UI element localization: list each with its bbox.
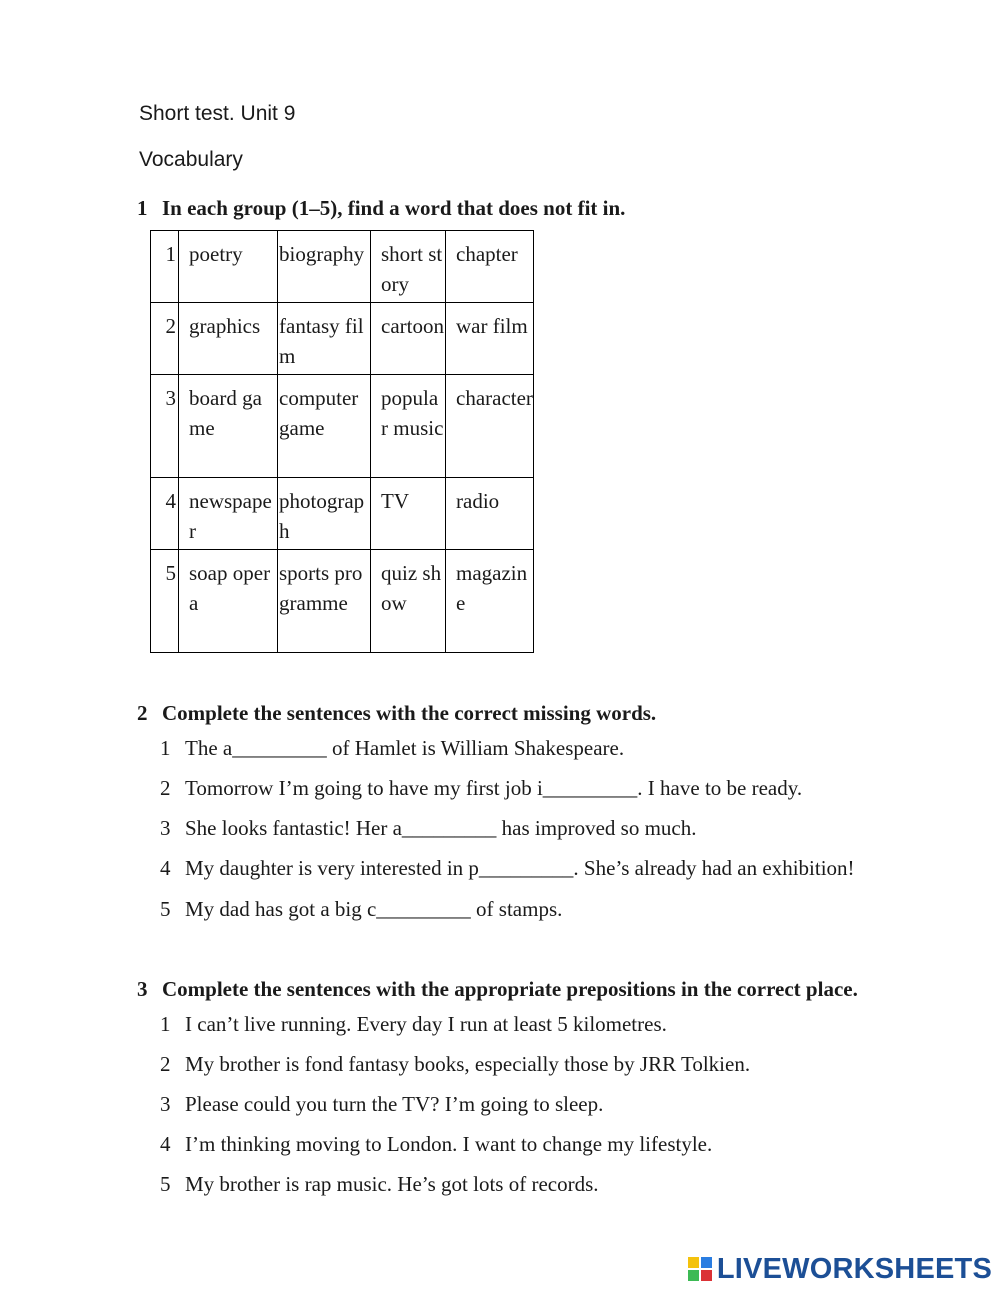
vocabulary-table [150, 230, 534, 653]
word-cell: character [446, 375, 534, 478]
group-number: 2 [151, 303, 179, 375]
item-number: 5 [160, 897, 171, 921]
word-cell: TV [371, 478, 446, 550]
list-item [160, 1172, 599, 1197]
exercise-instruction: Complete the sentences with the appropriate prepositions in the correct place. [162, 977, 858, 1001]
exercise-instruction: Complete the sentences with the correct missing words. [162, 701, 657, 725]
list-item [160, 856, 855, 881]
item-number: 3 [160, 816, 171, 840]
item-number: 4 [160, 856, 171, 880]
word-cell: biography [278, 231, 371, 303]
item-text: The a_________ of Hamlet is William Shakespeare. [185, 736, 625, 760]
group-number: 1 [151, 231, 179, 303]
word-cell: war film [446, 303, 534, 375]
table-row [151, 303, 534, 375]
group-number: 4 [151, 478, 179, 550]
word-cell: graphics [179, 303, 278, 375]
item-text: My daughter is very interested in p_________. She’s already had an exhibition! [185, 856, 855, 880]
exercise-instruction: In each group (1–5), find a word that does not fit in. [162, 196, 626, 220]
word-cell: soap opera [179, 550, 278, 653]
logo-square-icon [688, 1257, 699, 1268]
list-item [160, 1132, 712, 1157]
item-number: 2 [160, 1052, 171, 1076]
logo-text: LIVEWORKSHEETS [716, 1252, 992, 1285]
item-text: I can’t live running. Every day I run at least 5 kilometres. [185, 1012, 667, 1036]
word-cell: newspaper [179, 478, 278, 550]
exercise-number: 2 [137, 701, 148, 725]
list-item [160, 816, 697, 841]
item-number: 2 [160, 776, 171, 800]
word-cell: board game [179, 375, 278, 478]
word-cell: cartoon [371, 303, 446, 375]
list-item [160, 736, 624, 761]
list-item [160, 776, 802, 801]
word-cell: magazine [446, 550, 534, 653]
item-text: I’m thinking moving to London. I want to change my lifestyle. [185, 1132, 713, 1156]
exercise-1-heading [137, 196, 625, 221]
list-item [160, 897, 562, 922]
list-item [160, 1092, 603, 1117]
item-text: My dad has got a big c_________ of stamps. [185, 897, 563, 921]
section-title: Vocabulary [139, 148, 243, 171]
table-row [151, 478, 534, 550]
logo-square-icon [701, 1257, 712, 1268]
word-cell: quiz show [371, 550, 446, 653]
logo-square-icon [701, 1270, 712, 1281]
exercise-2-heading [137, 701, 656, 726]
item-text: My brother is fond fantasy books, especially those by JRR Tolkien. [185, 1052, 751, 1076]
word-cell: radio [446, 478, 534, 550]
list-item [160, 1012, 667, 1037]
list-item [160, 1052, 750, 1077]
exercise-number: 1 [137, 196, 148, 220]
item-text: She looks fantastic! Her a_________ has improved so much. [185, 816, 697, 840]
liveworksheets-logo[interactable] [688, 1252, 992, 1286]
table-row [151, 375, 534, 478]
item-text: My brother is rap music. He’s got lots of records. [185, 1172, 599, 1196]
item-number: 1 [160, 736, 171, 760]
item-number: 3 [160, 1092, 171, 1116]
word-cell: popular music [371, 375, 446, 478]
group-number: 3 [151, 375, 179, 478]
word-cell: fantasy film [278, 303, 371, 375]
word-cell: poetry [179, 231, 278, 303]
table-row [151, 550, 534, 653]
item-number: 5 [160, 1172, 171, 1196]
word-cell: computer game [278, 375, 371, 478]
table-row [151, 231, 534, 303]
item-text: Tomorrow I’m going to have my first job i_________. I have to be ready. [185, 776, 803, 800]
logo-square-icon [688, 1270, 699, 1281]
exercise-3-heading [137, 977, 858, 1002]
word-cell: chapter [446, 231, 534, 303]
word-cell: photograph [278, 478, 371, 550]
item-text: Please could you turn the TV? I’m going to sleep. [185, 1092, 604, 1116]
item-number: 4 [160, 1132, 171, 1156]
worksheet-title: Short test. Unit 9 [139, 102, 296, 125]
exercise-number: 3 [137, 977, 148, 1001]
word-cell: sports programme [278, 550, 371, 653]
logo-icon [688, 1257, 712, 1281]
word-cell: short story [371, 231, 446, 303]
item-number: 1 [160, 1012, 171, 1036]
group-number: 5 [151, 550, 179, 653]
